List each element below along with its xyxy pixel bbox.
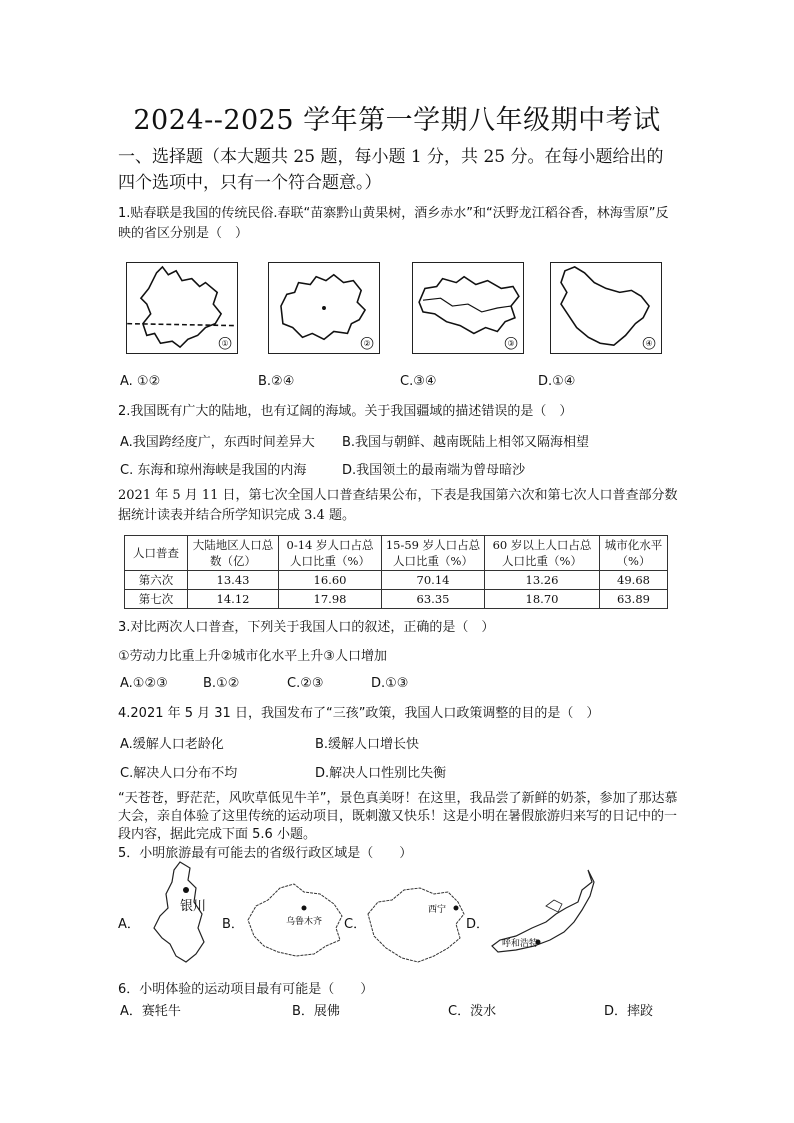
table-cell: 14.12: [188, 590, 279, 609]
question-2-stem: 2.我国既有广大的陆地，也有辽阔的海域。关于我国疆域的描述错误的是（ ）: [118, 404, 573, 419]
table-header-cell: 15-59 岁人口占总人口比重（%）: [382, 536, 485, 571]
table-header-cell: 60 岁以上人口占总人口比重（%）: [485, 536, 600, 571]
population-census-table: [124, 535, 668, 609]
table-row: [125, 590, 668, 609]
province-outline-yunnan: [127, 263, 237, 353]
table-header-row: [125, 536, 668, 571]
map-ningxia: [140, 858, 214, 968]
q5-option-a[interactable]: A．: [118, 917, 140, 932]
q3-option-a[interactable]: A.①②③: [120, 676, 168, 691]
q5-option-d[interactable]: D．: [466, 917, 490, 932]
q1-option-c[interactable]: C.③④: [400, 374, 437, 389]
table-cell: 第六次: [125, 571, 188, 590]
map-1: [126, 262, 238, 354]
q2-option-c[interactable]: C. 东海和琼州海峡是我国的内海: [120, 463, 307, 478]
table-cell: 70.14: [382, 571, 485, 590]
table-cell: 49.68: [600, 571, 668, 590]
question-3-stem: 3.对比两次人口普查，下列关于我国人口的叙述，正确的是（ ）: [118, 620, 495, 635]
q4-option-b[interactable]: B.缓解人口增长快: [315, 737, 420, 752]
map-2: [268, 262, 380, 354]
province-outline-3: [413, 263, 523, 353]
map-4-label: ④: [645, 339, 653, 349]
table-header-cell: 城市化水平（%）: [600, 536, 668, 571]
q3-option-b[interactable]: B.①②: [203, 676, 240, 691]
intro-5-6: “天苍苍，野茫茫，风吹草低见牛羊”，景色真美呀！在这里，我品尝了新鲜的奶茶，参加了那达慕大会，亲自体验了这里传统的运动项目，既刺激又快乐！这是小明在暑假旅游归来写的日记中的一段内容，据此完成下面 5.6 小题。: [118, 791, 678, 842]
page-title: 2024--2025 学年第一学期八年级期中考试: [133, 105, 661, 136]
q2-option-a[interactable]: A.我国跨经度广，东西时间差异大: [120, 435, 315, 450]
map-1-label: ①: [221, 339, 229, 349]
q3-option-c[interactable]: C.②③: [287, 676, 324, 691]
question-3-statements: ①劳动力比重上升②城市化水平上升③人口增加: [118, 649, 387, 664]
question-4-stem: 4.2021 年 5 月 31 日，我国发布了“三孩”政策，我国人口政策调整的目的是（ ）: [118, 706, 600, 721]
table-header-cell: 0-14 岁人口占总人口比重（%）: [279, 536, 382, 571]
city-urumqi: 乌鲁木齐: [286, 917, 323, 927]
table-cell: 16.60: [279, 571, 382, 590]
q6-option-c[interactable]: C．泼水: [448, 1004, 497, 1019]
q6-option-b[interactable]: B．展佛: [292, 1004, 340, 1019]
city-xining: 西宁: [428, 905, 447, 915]
question-1-stem: 1.贴春联是我国的传统民俗.春联“苗寨黔山黄果树，酒乡赤水”和“沃野龙江稻谷香，林海雪原”反映的省区分别是（ ）: [118, 206, 669, 241]
q5-option-c[interactable]: C．: [344, 917, 367, 932]
map-3-label: ③: [507, 339, 515, 349]
intro-3-4: 2021 年 5 月 11 日，第七次全国人口普查结果公布，下表是我国第六次和第七次人口普查部分数据统计读表并结合所学知识完成 3.4 题。: [118, 488, 678, 523]
province-outline-heilongjiang: [551, 263, 661, 353]
q1-option-b[interactable]: B.②④: [258, 374, 295, 389]
table-cell: 63.35: [382, 590, 485, 609]
q1-option-a[interactable]: A. ①②: [120, 374, 161, 389]
q6-option-a[interactable]: A．赛牦牛: [120, 1004, 181, 1019]
table-cell: 17.98: [279, 590, 382, 609]
table-cell: 13.26: [485, 571, 600, 590]
table-cell: 13.43: [188, 571, 279, 590]
city-hohhot: 呼和浩特: [502, 939, 539, 949]
question-5-stem: 5．小明旅游最有可能去的省级行政区域是（ ）: [118, 846, 413, 861]
map-xinjiang: [242, 880, 346, 960]
q6-option-d[interactable]: D．摔跤: [604, 1004, 654, 1019]
table-cell: 63.89: [600, 590, 668, 609]
question-6-stem: 6．小明体验的运动项目最有可能是（ ）: [118, 982, 374, 997]
section-heading: 一、选择题（本大题共 25 题，每小题 1 分，共 25 分。在每小题给出的四个选项中，只有一个符合题意。）: [118, 147, 664, 193]
table-header-cell: 人口普查: [125, 536, 188, 571]
table-row: [125, 571, 668, 590]
q4-option-d[interactable]: D.解决人口性别比失衡: [315, 766, 447, 781]
city-yinchuan: 银川: [180, 899, 207, 914]
map-2-label: ②: [363, 339, 371, 349]
map-3: [412, 262, 524, 354]
table-header-cell: 大陆地区人口总数（亿）: [188, 536, 279, 571]
province-outline-guizhou: [269, 263, 379, 353]
q5-option-b[interactable]: B．: [222, 917, 244, 932]
map-qinghai: [364, 884, 468, 966]
q2-option-b[interactable]: B.我国与朝鲜、越南既陆上相邻又隔海相望: [342, 435, 590, 450]
q1-option-d[interactable]: D.①④: [538, 374, 576, 389]
table-cell: 第七次: [125, 590, 188, 609]
q4-option-c[interactable]: C.解决人口分布不均: [120, 766, 238, 781]
q4-option-a[interactable]: A.缓解人口老龄化: [120, 737, 224, 752]
map-4: [550, 262, 662, 354]
q3-option-d[interactable]: D.①③: [371, 676, 409, 691]
q2-option-d[interactable]: D.我国领土的最南端为曾母暗沙: [342, 463, 526, 478]
table-cell: 18.70: [485, 590, 600, 609]
map-inner-mongolia: [486, 866, 596, 956]
